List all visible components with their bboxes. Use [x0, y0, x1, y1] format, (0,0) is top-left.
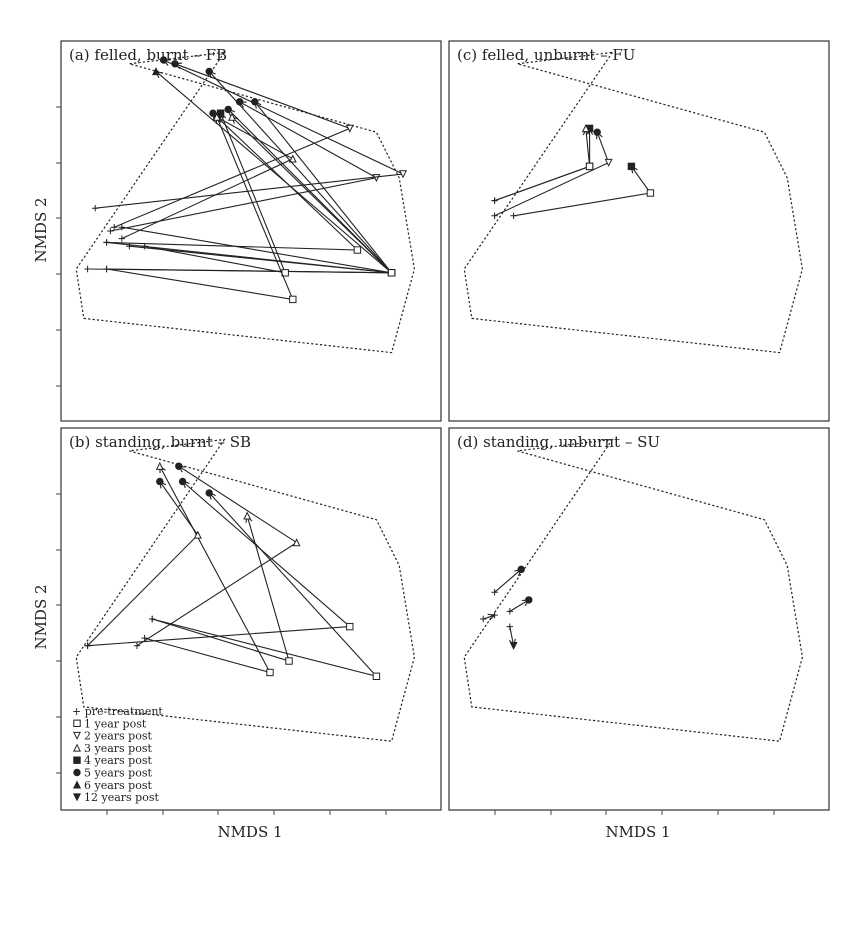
panel-title-b: (b) standing, burnt – SB: [69, 433, 252, 451]
ylabel-top: NMDS 2: [32, 197, 50, 263]
panel-title-a: (a) felled, burnt – FB: [69, 46, 228, 64]
legend-item-y5: [74, 767, 153, 780]
point-y1: [267, 669, 273, 675]
ylabel-bottom: NMDS 2: [32, 584, 50, 650]
xlabel-left: NMDS 1: [217, 823, 283, 841]
legend-label: 4 years post: [84, 754, 152, 768]
legend-symbol: [74, 720, 80, 726]
point-y1: [286, 658, 292, 664]
legend-item-y12: [74, 791, 160, 804]
point-y5: [179, 478, 185, 484]
legend-item-y4: [74, 754, 153, 767]
legend-symbol: [74, 757, 80, 763]
legend-item-y3: [74, 742, 153, 755]
legend-label: 1 year post: [84, 717, 147, 731]
point-y5: [176, 463, 182, 469]
point-y1: [647, 190, 653, 196]
point-y5: [206, 68, 212, 74]
point-y5: [518, 566, 524, 572]
point-y1: [373, 673, 379, 679]
point-y5: [157, 478, 163, 484]
legend-item-y2: [74, 730, 153, 743]
point-y1: [586, 163, 592, 169]
point-y5: [225, 106, 231, 112]
legend-item-y1: [74, 717, 147, 730]
panel-title-c: (c) felled, unburnt – FU: [457, 46, 636, 64]
panel-c: [449, 41, 829, 421]
point-y4: [628, 163, 634, 169]
panel-a: [56, 41, 441, 421]
legend-label: 12 years post: [84, 791, 159, 805]
point-y1: [290, 296, 296, 302]
panel-frame: [449, 428, 829, 810]
legend-symbol: [74, 769, 80, 775]
point-y5: [206, 490, 212, 496]
panel-d: [449, 428, 829, 815]
point-y1: [388, 270, 394, 276]
legend-label: 5 years post: [84, 766, 152, 780]
point-y1: [354, 247, 360, 253]
legend-item-y6: [74, 779, 153, 792]
legend-label: 2 years post: [84, 729, 152, 743]
legend-item-pre: [72, 705, 163, 718]
point-y5: [252, 99, 258, 105]
legend-label: 3 years post: [84, 741, 152, 755]
point-y1: [347, 623, 353, 629]
legend-label: 6 years post: [84, 778, 152, 792]
xlabel-right: NMDS 1: [605, 823, 671, 841]
point-y4: [217, 110, 223, 116]
panel-title-d: (d) standing, unburnt – SU: [457, 433, 660, 451]
legend-label: + pre-treatment: [72, 705, 163, 718]
point-y5: [526, 597, 532, 603]
point-y5: [594, 129, 600, 135]
